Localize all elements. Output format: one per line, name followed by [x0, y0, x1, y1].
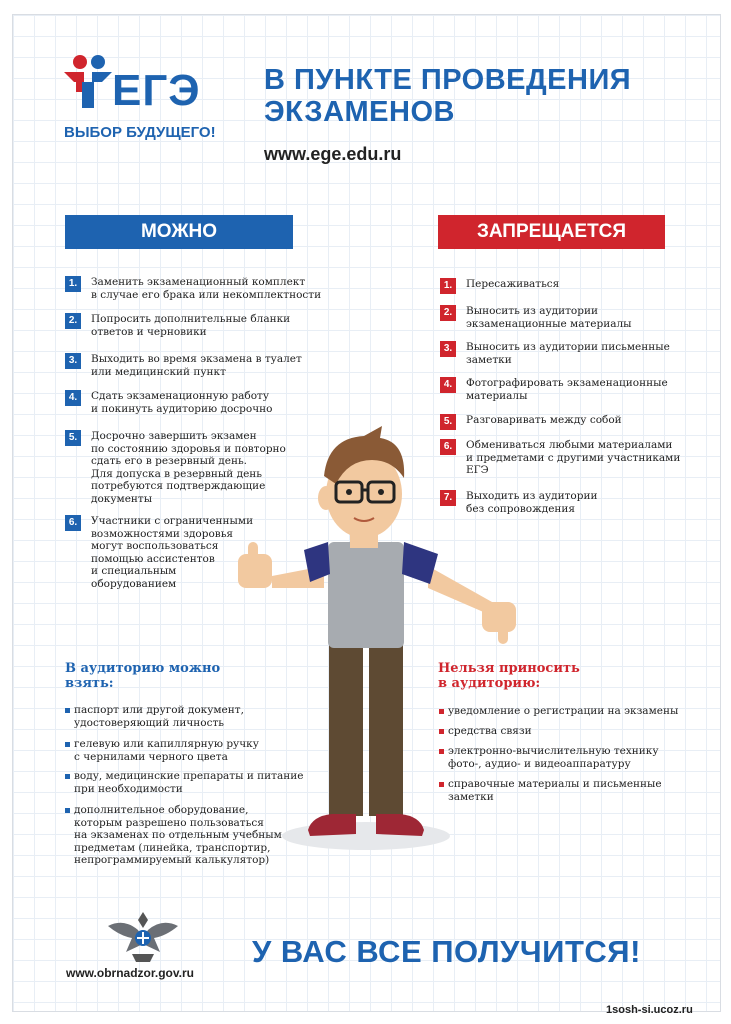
item-text: Обмениваться любыми материалами — [466, 439, 673, 451]
item-number: 6. — [440, 439, 456, 455]
item-text: материалы — [466, 389, 528, 402]
item-text: паспорт или другой документ, — [74, 704, 244, 716]
allowed-bring-heading — [65, 661, 220, 691]
footer-slogan: У ВАС ВСЕ ПОЛУЧИТСЯ! — [252, 934, 641, 969]
item-number: 7. — [440, 490, 456, 506]
item-text: Пересаживаться — [466, 278, 560, 290]
item-text: возможностями здоровья — [91, 527, 234, 540]
allowed-bring-item — [74, 738, 259, 763]
item-number: 1. — [440, 278, 456, 294]
forbidden-item — [443, 341, 670, 366]
allowed-heading: МОЖНО — [65, 215, 293, 249]
item-text: ЕГЭ — [466, 464, 489, 476]
item-text: в случае его брака или некомплектности — [91, 288, 322, 301]
item-text: справочные материалы и письменные — [448, 778, 662, 790]
allowed-item — [68, 390, 273, 415]
item-text: непрограммируемый калькулятор) — [74, 854, 270, 866]
item-text: электронно-вычислительную технику — [448, 745, 659, 757]
item-text: и специальным — [91, 565, 177, 577]
footer-website-link[interactable]: www.obrnadzor.gov.ru — [66, 966, 195, 980]
heading-text: В аудиторию можно — [65, 661, 221, 676]
item-text: заметки — [448, 790, 494, 803]
item-number: 2. — [440, 305, 456, 321]
item-text: Выносить из аудитории — [466, 305, 598, 317]
forbidden-heading: ЗАПРЕЩАЕТСЯ — [438, 215, 665, 249]
heading-text: в аудиторию: — [438, 676, 541, 691]
item-number: 4. — [440, 377, 456, 393]
item-text: воду, медицинские препараты и питание — [74, 770, 304, 782]
title-line-2: ЭКЗАМЕНОВ — [264, 96, 455, 128]
allowed-bring-item — [74, 704, 244, 729]
item-text: могут воспользоваться — [91, 540, 219, 552]
item-text: Попросить дополнительные бланки — [91, 313, 291, 325]
ege-logo-icon — [62, 52, 114, 112]
item-text: Разговаривать между собой — [466, 414, 622, 426]
item-text: Выносить из аудитории письменные — [466, 341, 670, 353]
logo-text: ЕГЭ — [112, 66, 201, 115]
item-text: сдать его в резервный день. — [91, 455, 248, 467]
item-text: средства связи — [448, 725, 532, 737]
item-text: и покинуть аудиторию досрочно — [91, 402, 273, 415]
watermark: 1sosh-si.ucoz.ru — [606, 1004, 693, 1016]
item-text: Заменить экзаменационный комплект — [91, 276, 306, 288]
allowed-bring-item — [74, 770, 303, 795]
obrnadzor-emblem-icon — [104, 908, 182, 964]
item-number: 5. — [440, 414, 456, 430]
item-number: 1. — [65, 276, 81, 292]
item-text: удостоверяющий личность — [74, 716, 225, 729]
allowed-bring-item — [74, 804, 282, 867]
item-text: документы — [91, 492, 153, 505]
item-text: и предметами с другими участниками — [466, 451, 681, 464]
item-text: оборудованием — [91, 577, 177, 590]
forbidden-bring-item — [448, 778, 662, 803]
allowed-item — [68, 313, 291, 338]
item-text: фото-, аудио- и видеоаппаратуру — [448, 757, 631, 770]
item-text: предметам (линейка, транспортир, — [74, 841, 271, 854]
allowed-item — [68, 353, 302, 378]
item-text: ответов и черновики — [91, 325, 207, 338]
forbidden-bring-item — [448, 705, 678, 718]
item-text: Для допуска в резервный день — [91, 467, 263, 480]
item-text: уведомление о регистрации на экзамены — [448, 705, 679, 717]
forbidden-item — [443, 278, 560, 291]
forbidden-bring-heading — [438, 661, 580, 691]
item-text: с чернилами черного цвета — [74, 750, 228, 763]
slogan: ВЫБОР БУДУЩЕГО! — [64, 124, 216, 141]
item-text: Участники с ограниченными — [91, 515, 254, 527]
item-text: потребуются подтверждающие — [91, 480, 266, 492]
item-number: 4. — [65, 390, 81, 406]
heading-text: Нельзя приносить — [438, 661, 580, 676]
item-text: экзаменационные материалы — [466, 317, 632, 330]
allowed-item — [68, 276, 322, 301]
item-text: Выходить из аудитории — [466, 490, 598, 502]
item-number: 6. — [65, 515, 81, 531]
item-text: которым разрешено пользоваться — [74, 816, 264, 829]
forbidden-item — [443, 305, 632, 330]
item-number: 3. — [65, 353, 81, 369]
item-text: помощью ассистентов — [91, 552, 215, 565]
heading-text: взять: — [65, 676, 114, 691]
item-text: заметки — [466, 353, 512, 366]
item-text: по состоянию здоровья и повторно — [91, 442, 286, 455]
item-text: дополнительное оборудование, — [74, 804, 249, 816]
item-text: Сдать экзаменационную работу — [91, 390, 270, 402]
forbidden-item — [443, 377, 668, 402]
item-text: Фотографировать экзаменационные — [466, 377, 668, 389]
allowed-item — [68, 515, 254, 590]
item-text: на экзаменах по отдельным учебным — [74, 829, 282, 841]
item-text: при необходимости — [74, 782, 183, 795]
forbidden-bring-item — [448, 725, 532, 738]
item-text: без сопровождения — [466, 502, 576, 515]
forbidden-bring-item — [448, 745, 659, 770]
item-number: 2. — [65, 313, 81, 329]
title-line-1: В ПУНКТЕ ПРОВЕДЕНИЯ — [264, 64, 632, 96]
website-link[interactable]: www.ege.edu.ru — [264, 144, 402, 164]
item-text: гелевую или капиллярную ручку — [74, 738, 259, 750]
item-number: 3. — [440, 341, 456, 357]
item-text: Выходить во время экзамена в туалет — [91, 353, 302, 365]
page-title — [264, 64, 694, 128]
item-number: 5. — [65, 430, 81, 446]
item-text: Досрочно завершить экзамен — [91, 430, 257, 442]
item-text: или медицинский пункт — [91, 365, 226, 378]
